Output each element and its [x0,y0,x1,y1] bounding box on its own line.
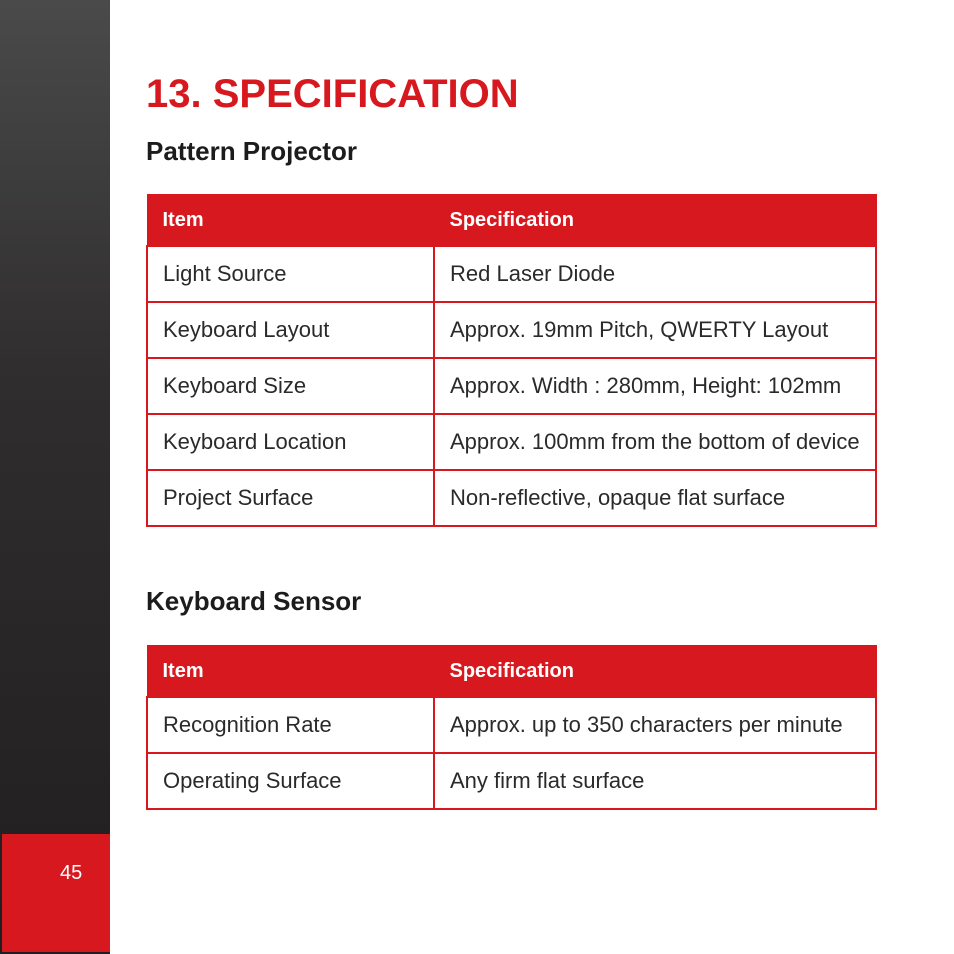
spec-cell: Approx. Width : 280mm, Height: 102mm [434,358,876,414]
section-title-pattern-projector: Pattern Projector [146,136,357,166]
item-cell: Recognition Rate [147,697,434,753]
spec-cell: Approx. 19mm Pitch, QWERTY Layout [434,302,876,358]
table-row [147,753,876,809]
spec-cell: Red Laser Diode [434,246,876,302]
sidebar-band [0,0,110,954]
pattern-projector-table [146,194,877,527]
table-header-row [147,195,876,247]
table-row [147,470,876,526]
item-cell: Operating Surface [147,753,434,809]
keyboard-sensor-table [146,645,877,810]
item-cell: Keyboard Layout [147,302,434,358]
item-cell: Project Surface [147,470,434,526]
column-header-specification: Specification [434,195,876,247]
page-title: 13. SPECIFICATION [146,72,519,116]
column-header-item: Item [147,195,434,247]
item-cell: Keyboard Location [147,414,434,470]
page-number: 45 [60,862,83,884]
table-row [147,246,876,302]
spec-cell: Approx. 100mm from the bottom of device [434,414,876,470]
table-row [147,302,876,358]
page-number-box [2,834,110,952]
table-row [147,697,876,753]
item-cell: Keyboard Size [147,358,434,414]
section-title-keyboard-sensor: Keyboard Sensor [146,586,362,616]
item-cell: Light Source [147,246,434,302]
column-header-item: Item [147,646,434,698]
spec-cell: Approx. up to 350 characters per minute [434,697,876,753]
spec-cell: Non-reflective, opaque flat surface [434,470,876,526]
spec-cell: Any firm flat surface [434,753,876,809]
column-header-specification: Specification [434,646,876,698]
table-header-row [147,646,876,698]
table-row [147,414,876,470]
table-row [147,358,876,414]
